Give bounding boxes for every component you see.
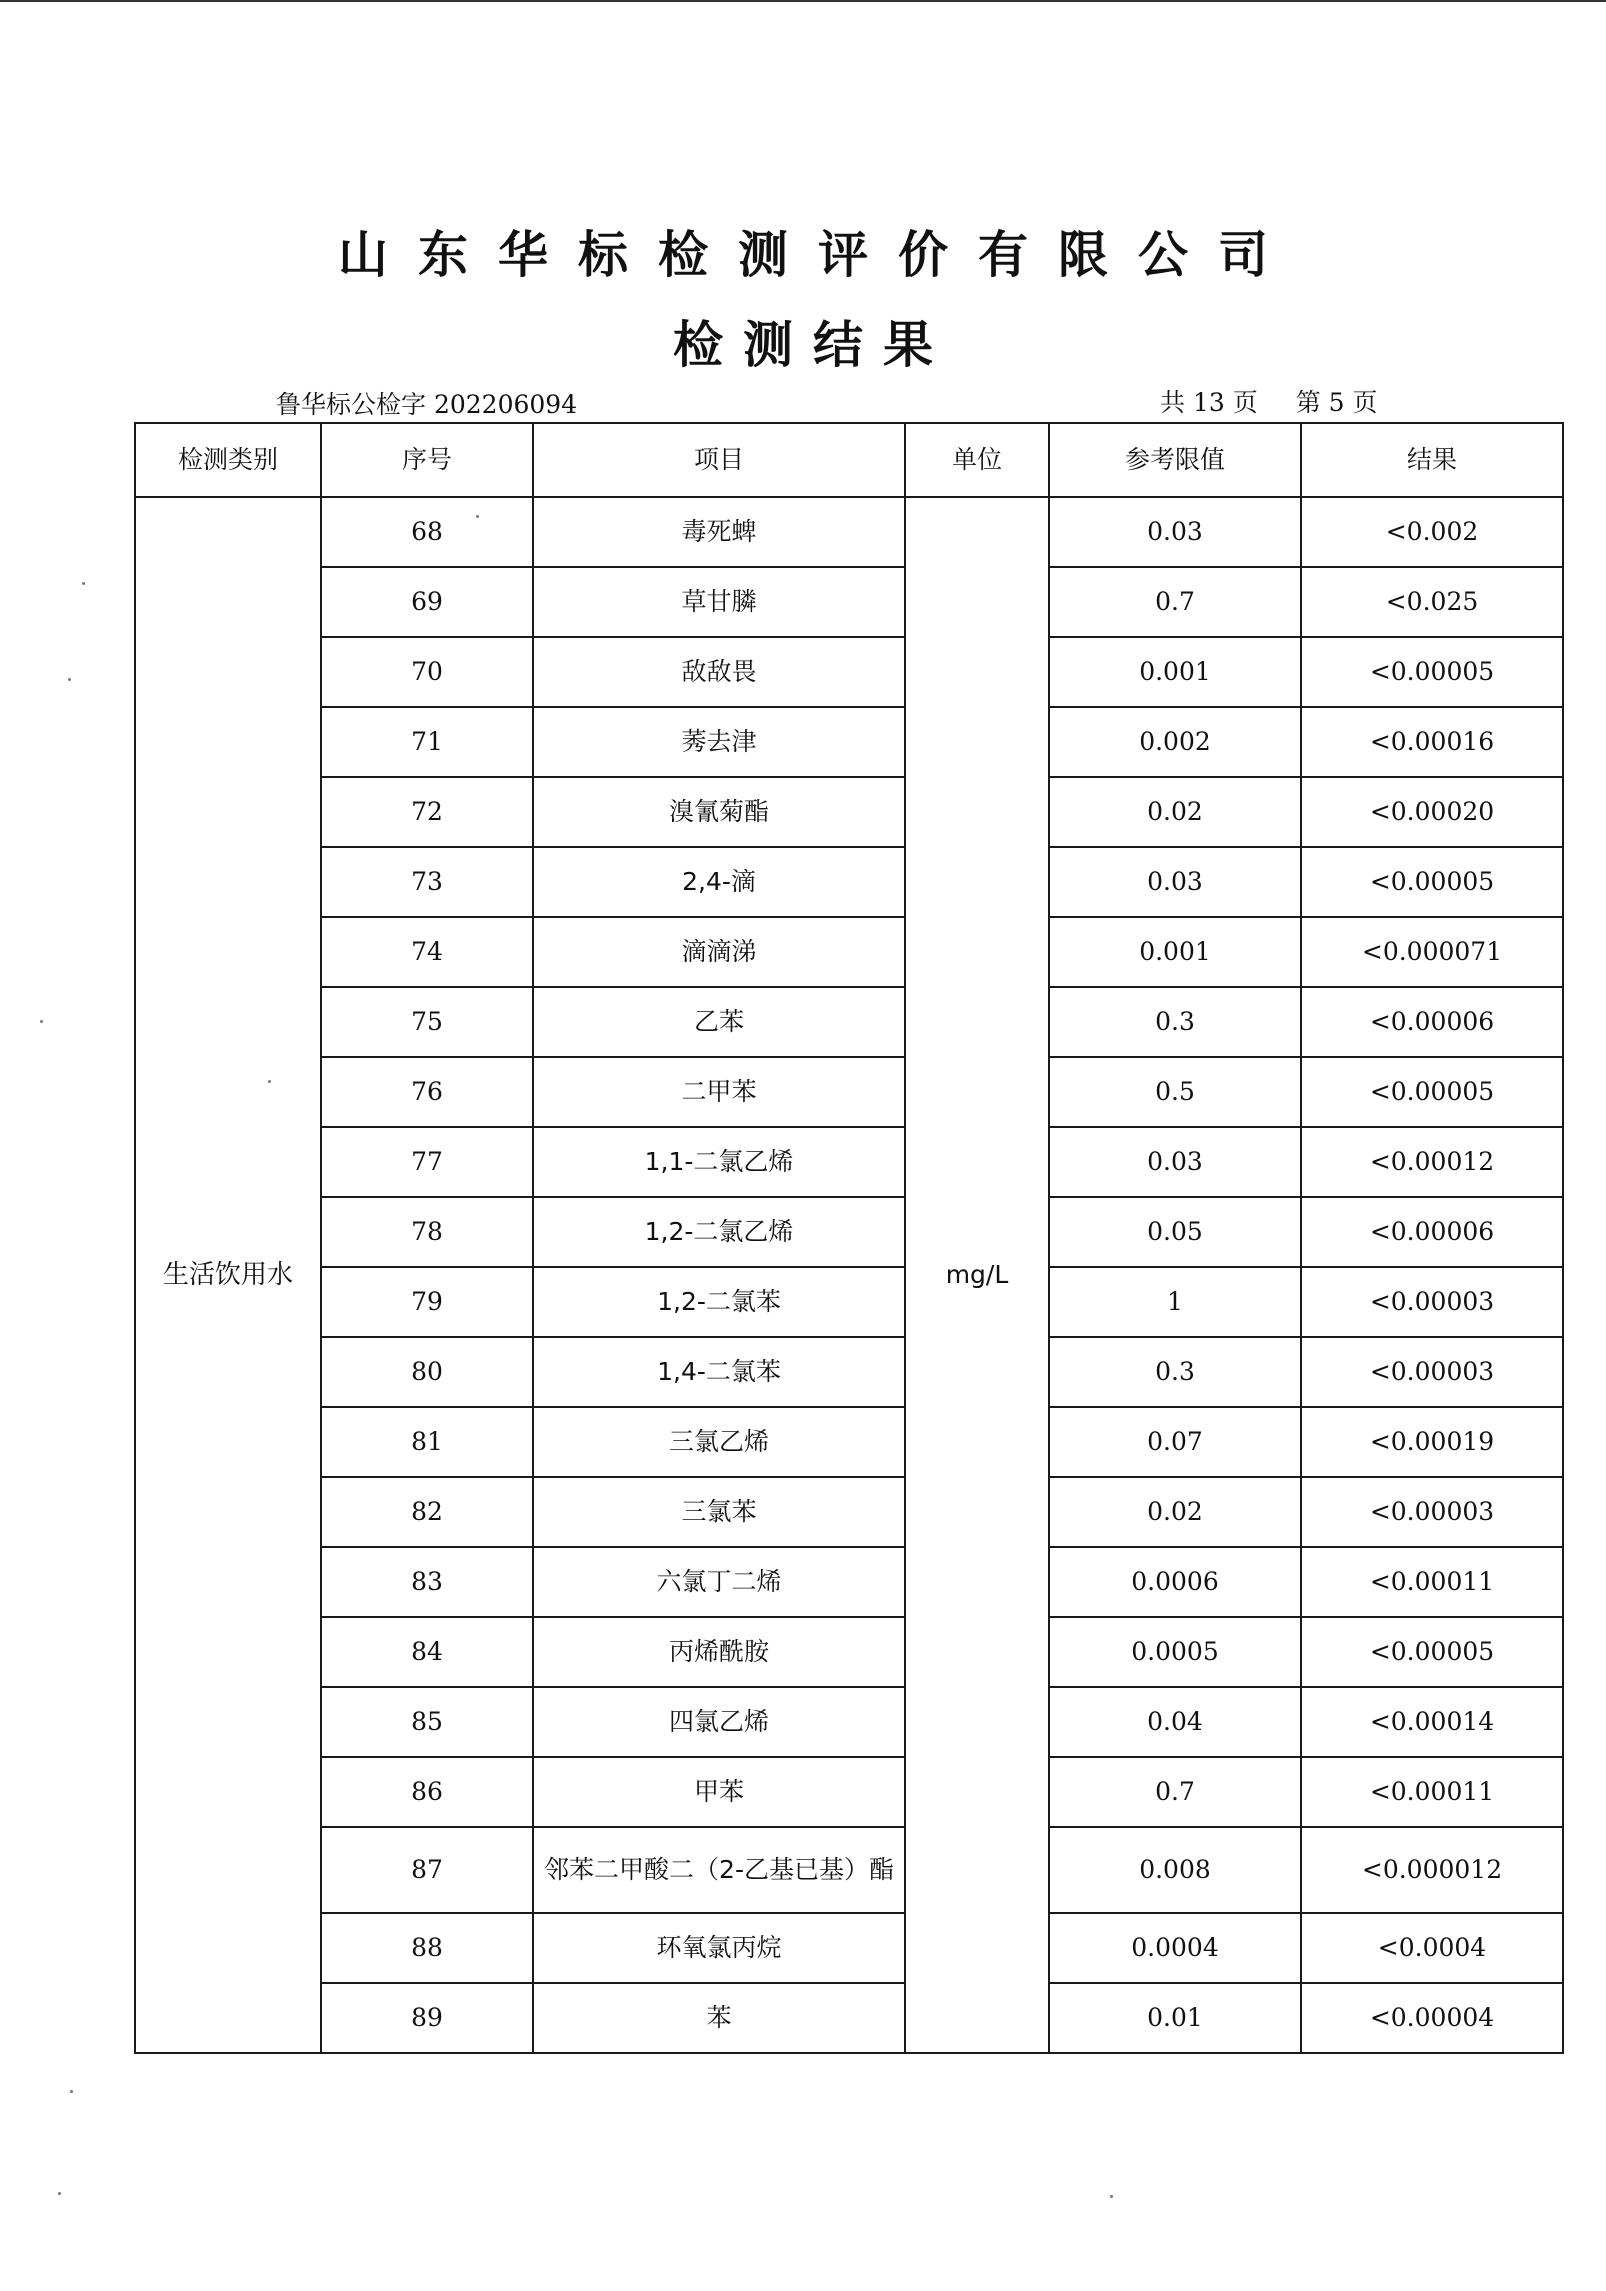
category-cell: 生活饮用水 bbox=[135, 497, 321, 2053]
result-value-cell: <0.025 bbox=[1301, 567, 1563, 637]
table-body bbox=[135, 497, 1563, 2053]
limit-value-cell: 0.03 bbox=[1049, 1127, 1301, 1197]
top-border-line bbox=[0, 0, 1606, 2]
item-name-cell: 甲苯 bbox=[533, 1757, 905, 1827]
result-value-cell: <0.00006 bbox=[1301, 1197, 1563, 1267]
limit-value-cell: 0.7 bbox=[1049, 567, 1301, 637]
result-value-cell: <0.0004 bbox=[1301, 1913, 1563, 1983]
result-value-cell: <0.00019 bbox=[1301, 1407, 1563, 1477]
row-number-cell: 68 bbox=[321, 497, 533, 567]
limit-value-cell: 0.008 bbox=[1049, 1827, 1301, 1913]
table-row bbox=[135, 707, 1563, 777]
scan-speck bbox=[68, 678, 71, 681]
row-number-cell: 86 bbox=[321, 1757, 533, 1827]
table-row bbox=[135, 987, 1563, 1057]
limit-value-cell: 0.3 bbox=[1049, 987, 1301, 1057]
table-row bbox=[135, 1197, 1563, 1267]
column-header-unit: 单位 bbox=[905, 423, 1049, 497]
table-row bbox=[135, 1547, 1563, 1617]
scan-speck bbox=[268, 1080, 271, 1083]
table-row bbox=[135, 1057, 1563, 1127]
item-name-cell: 三氯苯 bbox=[533, 1477, 905, 1547]
row-number-cell: 84 bbox=[321, 1617, 533, 1687]
row-number-cell: 72 bbox=[321, 777, 533, 847]
results-table bbox=[134, 422, 1564, 2054]
limit-value-cell: 0.07 bbox=[1049, 1407, 1301, 1477]
table-row bbox=[135, 1267, 1563, 1337]
row-number-cell: 81 bbox=[321, 1407, 533, 1477]
item-name-cell: 1,4-二氯苯 bbox=[533, 1337, 905, 1407]
item-name-cell: 乙苯 bbox=[533, 987, 905, 1057]
result-value-cell: <0.00012 bbox=[1301, 1127, 1563, 1197]
table-row bbox=[135, 917, 1563, 987]
row-number-cell: 70 bbox=[321, 637, 533, 707]
limit-value-cell: 0.0004 bbox=[1049, 1913, 1301, 1983]
unit-cell: mg/L bbox=[905, 497, 1049, 2053]
table-row bbox=[135, 1757, 1563, 1827]
table-row bbox=[135, 1983, 1563, 2053]
row-number-cell: 74 bbox=[321, 917, 533, 987]
row-number-cell: 88 bbox=[321, 1913, 533, 1983]
result-value-cell: <0.00005 bbox=[1301, 1057, 1563, 1127]
result-value-cell: <0.00003 bbox=[1301, 1477, 1563, 1547]
limit-value-cell: 0.0005 bbox=[1049, 1617, 1301, 1687]
limit-value-cell: 0.03 bbox=[1049, 847, 1301, 917]
table-row bbox=[135, 637, 1563, 707]
row-number-cell: 71 bbox=[321, 707, 533, 777]
item-name-cell: 溴氰菊酯 bbox=[533, 777, 905, 847]
scan-speck bbox=[58, 2192, 61, 2195]
result-value-cell: <0.00005 bbox=[1301, 1617, 1563, 1687]
table-row bbox=[135, 1477, 1563, 1547]
result-value-cell: <0.00003 bbox=[1301, 1267, 1563, 1337]
item-name-cell: 2,4-滴 bbox=[533, 847, 905, 917]
table-row bbox=[135, 497, 1563, 567]
table-row bbox=[135, 567, 1563, 637]
row-number-cell: 69 bbox=[321, 567, 533, 637]
item-name-cell: 环氧氯丙烷 bbox=[533, 1913, 905, 1983]
row-number-cell: 78 bbox=[321, 1197, 533, 1267]
limit-value-cell: 0.02 bbox=[1049, 1477, 1301, 1547]
result-value-cell: <0.00020 bbox=[1301, 777, 1563, 847]
item-name-cell: 六氯丁二烯 bbox=[533, 1547, 905, 1617]
row-number-cell: 89 bbox=[321, 1983, 533, 2053]
limit-value-cell: 0.001 bbox=[1049, 637, 1301, 707]
item-name-cell: 1,2-二氯苯 bbox=[533, 1267, 905, 1337]
table-row bbox=[135, 1827, 1563, 1913]
table-row bbox=[135, 1913, 1563, 1983]
item-name-cell: 四氯乙烯 bbox=[533, 1687, 905, 1757]
column-header-item: 项目 bbox=[533, 423, 905, 497]
limit-value-cell: 0.02 bbox=[1049, 777, 1301, 847]
item-name-cell: 滴滴涕 bbox=[533, 917, 905, 987]
scan-speck bbox=[476, 515, 479, 518]
result-value-cell: <0.00004 bbox=[1301, 1983, 1563, 2053]
row-number-cell: 77 bbox=[321, 1127, 533, 1197]
row-number-cell: 79 bbox=[321, 1267, 533, 1337]
row-number-cell: 87 bbox=[321, 1827, 533, 1913]
limit-value-cell: 0.002 bbox=[1049, 707, 1301, 777]
table-row bbox=[135, 1617, 1563, 1687]
limit-value-cell: 0.03 bbox=[1049, 497, 1301, 567]
table-row bbox=[135, 777, 1563, 847]
result-value-cell: <0.00016 bbox=[1301, 707, 1563, 777]
limit-value-cell: 0.3 bbox=[1049, 1337, 1301, 1407]
current-page: 第 5 页 bbox=[1295, 388, 1378, 417]
result-value-cell: <0.00003 bbox=[1301, 1337, 1563, 1407]
limit-value-cell: 0.0006 bbox=[1049, 1547, 1301, 1617]
table-row bbox=[135, 1337, 1563, 1407]
total-pages: 共 13 页 bbox=[1160, 388, 1258, 417]
table-row bbox=[135, 1127, 1563, 1197]
table-row bbox=[135, 1407, 1563, 1477]
limit-value-cell: 0.5 bbox=[1049, 1057, 1301, 1127]
item-name-cell: 二甲苯 bbox=[533, 1057, 905, 1127]
item-name-cell: 敌敌畏 bbox=[533, 637, 905, 707]
page-info bbox=[1160, 383, 1378, 419]
table-row bbox=[135, 847, 1563, 917]
row-number-cell: 82 bbox=[321, 1477, 533, 1547]
table-header-row bbox=[135, 423, 1563, 497]
limit-value-cell: 0.7 bbox=[1049, 1757, 1301, 1827]
row-number-cell: 73 bbox=[321, 847, 533, 917]
result-value-cell: <0.002 bbox=[1301, 497, 1563, 567]
column-header-number: 序号 bbox=[321, 423, 533, 497]
result-value-cell: <0.000012 bbox=[1301, 1827, 1563, 1913]
item-name-cell: 毒死蜱 bbox=[533, 497, 905, 567]
result-value-cell: <0.00006 bbox=[1301, 987, 1563, 1057]
result-value-cell: <0.00005 bbox=[1301, 637, 1563, 707]
scan-speck bbox=[70, 2090, 73, 2093]
report-number: 鲁华标公检字 202206094 bbox=[276, 390, 578, 419]
table-row bbox=[135, 1687, 1563, 1757]
item-name-cell: 邻苯二甲酸二（2-乙基已基）酯 bbox=[533, 1827, 905, 1913]
scan-speck bbox=[1110, 2195, 1113, 2198]
limit-value-cell: 0.01 bbox=[1049, 1983, 1301, 2053]
row-number-cell: 80 bbox=[321, 1337, 533, 1407]
row-number-cell: 76 bbox=[321, 1057, 533, 1127]
scan-speck bbox=[82, 582, 85, 585]
column-header-limit: 参考限值 bbox=[1049, 423, 1301, 497]
item-name-cell: 丙烯酰胺 bbox=[533, 1617, 905, 1687]
item-name-cell: 莠去津 bbox=[533, 707, 905, 777]
row-number-cell: 85 bbox=[321, 1687, 533, 1757]
column-header-category: 检测类别 bbox=[135, 423, 321, 497]
item-name-cell: 1,2-二氯乙烯 bbox=[533, 1197, 905, 1267]
scan-speck bbox=[40, 1020, 43, 1023]
document-title: 检测结果 bbox=[673, 316, 953, 374]
item-name-cell: 苯 bbox=[533, 1983, 905, 2053]
limit-value-cell: 0.001 bbox=[1049, 917, 1301, 987]
row-number-cell: 83 bbox=[321, 1547, 533, 1617]
result-value-cell: <0.00011 bbox=[1301, 1757, 1563, 1827]
result-value-cell: <0.00014 bbox=[1301, 1687, 1563, 1757]
limit-value-cell: 0.04 bbox=[1049, 1687, 1301, 1757]
limit-value-cell: 0.05 bbox=[1049, 1197, 1301, 1267]
item-name-cell: 草甘膦 bbox=[533, 567, 905, 637]
result-value-cell: <0.000071 bbox=[1301, 917, 1563, 987]
row-number-cell: 75 bbox=[321, 987, 533, 1057]
item-name-cell: 三氯乙烯 bbox=[533, 1407, 905, 1477]
limit-value-cell: 1 bbox=[1049, 1267, 1301, 1337]
column-header-result: 结果 bbox=[1301, 423, 1563, 497]
item-name-cell: 1,1-二氯乙烯 bbox=[533, 1127, 905, 1197]
result-value-cell: <0.00005 bbox=[1301, 847, 1563, 917]
company-name: 山东华标检测评价有限公司 bbox=[338, 226, 1298, 284]
result-value-cell: <0.00011 bbox=[1301, 1547, 1563, 1617]
